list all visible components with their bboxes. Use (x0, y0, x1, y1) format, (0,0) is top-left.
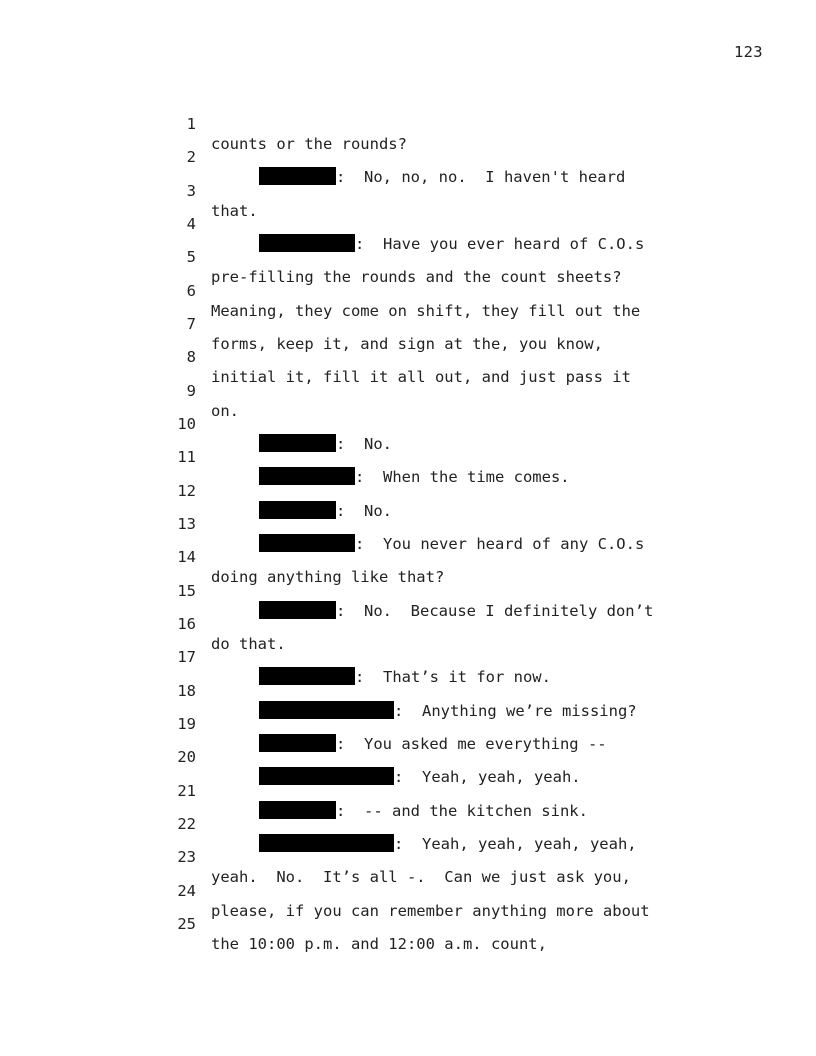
line-text: : Yeah, yeah, yeah. (394, 768, 581, 786)
line-text: : You never heard of any C.O.s (355, 535, 645, 553)
transcript-line (0, 727, 816, 786)
line-text: initial it, fill it all out, and just pass it (211, 368, 631, 386)
line-number: 11 (177, 448, 196, 466)
line-number: 21 (177, 782, 196, 800)
transcript-line (0, 261, 816, 320)
line-text: counts or the rounds? (211, 135, 407, 153)
line-number: 7 (186, 315, 196, 333)
transcript-line (0, 627, 816, 686)
line-text: : No. (336, 502, 392, 520)
line-number: 8 (186, 348, 196, 366)
line-number: 9 (186, 382, 196, 400)
line-text: : No. Because I definitely don’t (336, 602, 654, 620)
line-text: Meaning, they come on shift, they fill out the (211, 302, 641, 320)
transcript-line (0, 427, 816, 486)
transcript-line (0, 227, 816, 286)
page-number: 123 (734, 43, 763, 61)
transcript-line (0, 794, 816, 853)
line-text: please, if you can remember anything more about (211, 902, 650, 920)
transcript-line (0, 761, 816, 820)
line-number: 17 (177, 648, 196, 666)
line-text: on. (211, 402, 239, 420)
line-number: 1 (186, 115, 196, 133)
transcript-line (0, 494, 816, 553)
line-number: 16 (177, 615, 196, 633)
line-number: 2 (186, 148, 196, 166)
line-text: : Anything we’re missing? (394, 702, 637, 720)
transcript-line (0, 861, 816, 920)
line-number: 10 (177, 415, 196, 433)
line-text: pre-filling the rounds and the count sheets? (211, 268, 622, 286)
line-text: do that. (211, 635, 286, 653)
transcript-line (0, 594, 816, 653)
line-number: 24 (177, 882, 196, 900)
transcript-line (0, 94, 816, 153)
line-text: : That’s it for now. (355, 668, 551, 686)
transcript-line (0, 461, 816, 520)
transcript-line (0, 661, 816, 720)
line-number: 12 (177, 482, 196, 500)
transcript-line (0, 827, 816, 886)
transcript-line (0, 294, 816, 353)
line-text: : You asked me everything -- (336, 735, 607, 753)
line-text: forms, keep it, and sign at the, you know, (211, 335, 603, 353)
line-text: : Have you ever heard of C.O.s (355, 235, 645, 253)
transcript-line (0, 161, 816, 220)
line-text: : No. (336, 435, 392, 453)
line-number: 5 (186, 248, 196, 266)
line-number: 13 (177, 515, 196, 533)
line-number: 18 (177, 682, 196, 700)
line-number: 14 (177, 548, 196, 566)
line-text: doing anything like that? (211, 568, 445, 586)
line-number: 19 (177, 715, 196, 733)
line-text: : No, no, no. I haven't heard (336, 168, 626, 186)
line-number: 3 (186, 182, 196, 200)
line-text: : When the time comes. (355, 468, 570, 486)
transcript-line (0, 894, 816, 953)
line-text: the 10:00 p.m. and 12:00 a.m. count, (211, 935, 547, 953)
line-number: 20 (177, 748, 196, 766)
line-text: that. (211, 202, 258, 220)
line-text: yeah. No. It’s all -. Can we just ask you, (211, 868, 631, 886)
line-text: : Yeah, yeah, yeah, yeah, (394, 835, 637, 853)
line-number: 15 (177, 582, 196, 600)
transcript-line (0, 327, 816, 386)
transcript-line (0, 394, 816, 453)
line-number: 4 (186, 215, 196, 233)
line-number: 25 (177, 915, 196, 933)
line-text: : -- and the kitchen sink. (336, 802, 588, 820)
transcript-line (0, 527, 816, 586)
line-number: 22 (177, 815, 196, 833)
transcript-line (0, 127, 816, 186)
line-number: 6 (186, 282, 196, 300)
transcript-line (0, 694, 816, 753)
transcript-line (0, 194, 816, 253)
transcript-line (0, 361, 816, 420)
transcript-line (0, 561, 816, 620)
line-number: 23 (177, 848, 196, 866)
